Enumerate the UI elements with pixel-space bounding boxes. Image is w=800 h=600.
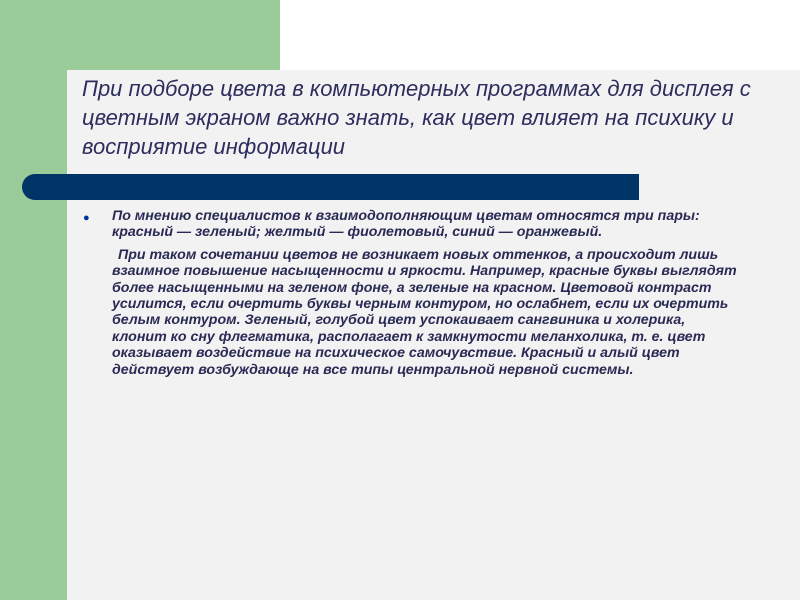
paragraph-complementary-colors: По мнению специалистов к взаимодополняющим цветам относятся три пары: красный — зеленый; желтый — фиолетовый, синий — оранжевый.: [112, 208, 700, 241]
title-underline-bar: [22, 174, 639, 200]
slide-content: [83, 208, 743, 378]
paragraph-color-effects: При таком сочетании цветов не возникает новых оттенков, а происходит лишь взаимное повышение насыщенности и яркости. Например, красные буквы выглядят более насыщенными на зеленом фоне, а зеленые на красном. Цветовой контраст усилится, если очертить буквы черным контуром, но ослабнет, если их очертить белым контуром. Зеленый, голубой цвет успокаивает сангвиника и холерика, клонит ко сну флегматика, располагает к замкнутости меланхолика, т. е. цвет оказывает воздействие на психическое самочувствие. Красный и алый цвет действует возбуждающе на все типы центральной нервной системы.: [112, 246, 737, 378]
slide-title: При подборе цвета в компьютерных программах для дисплея с цветным экраном важно знать, как цвет влияет на психику и восприятие информации: [82, 76, 751, 159]
decorative-left-bar: [0, 0, 67, 600]
bullet-icon: ●: [83, 212, 90, 224]
decorative-top-block: [0, 0, 280, 70]
